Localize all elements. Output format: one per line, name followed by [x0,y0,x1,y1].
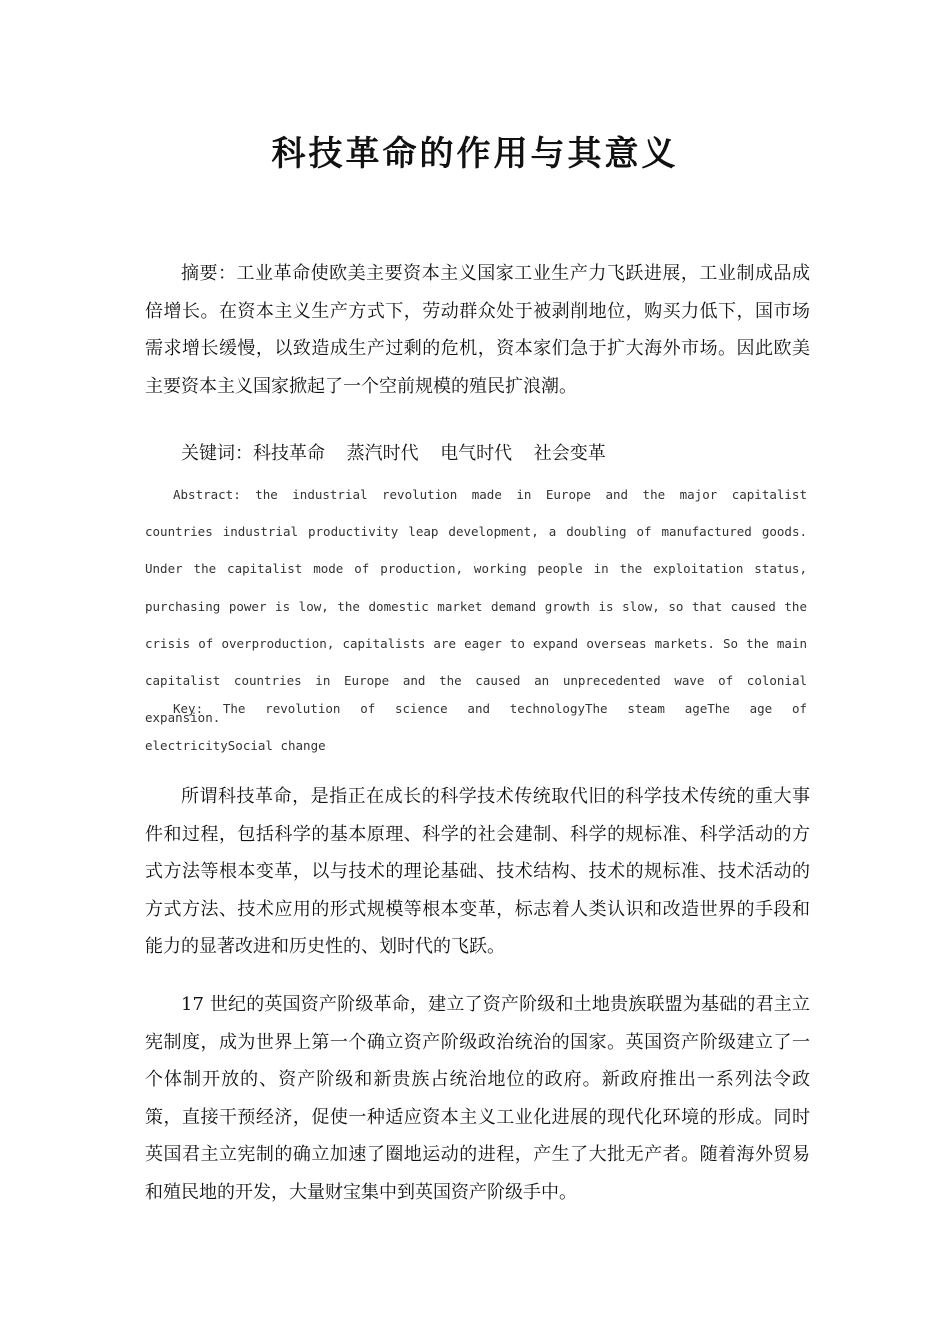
keywords-chinese [145,435,810,473]
keyword-item: 蒸汽时代 [346,443,419,464]
abstract-chinese: 摘要：工业革命使欧美主要资本主义国家工业生产力飞跃进展，工业制成品成倍增长。在资本主义生产方式下，劳动群众处于被剥削地位，购买力低下，国市场需求增长缓慢，以致造成生产过剩的危机，资本家们急于扩大海外市场。因此欧美主要资本主义国家掀起了一个空前规模的殖民扩浪潮。 [145,263,810,397]
document-title: 科技革命的作用与其意义 [271,134,679,174]
keyword-item: 电气时代 [440,443,513,464]
keywords-english: Key: The revolution of science and technologyThe steam ageThe age of electricitySocial change [145,701,807,753]
abstract-english: Abstract: the industrial revolution made in Europe and the major capitalist countries industrial productivity leap development, a doubling of manufactured goods. Under the capitalist mode of production, working people in the exploitation status, purchasing power is low, the domestic market demand growth is slow, so that caused the crisis of overproduction, capitalists are eager to expand overseas markets. So the main capitalist countries in Europe and the caused an unprecedented wave of colonial expansion. [145,487,807,726]
body-paragraph: 所谓科技革命，是指正在成长的科学技术传统取代旧的科学技术传统的重大事件和过程，包括科学的基本原理、科学的社会建制、科学的规标准、科学活动的方式方法等根本变革，以与技术的理论基础、技术结构、技术的规标准、技术活动的方式方法、技术应用的形式规模等根本变革，标志着人类认识和改造世界的手段和能力的显著改进和历史性的、划时代的飞跃。 [145,786,810,957]
keywords-label: 关键词： [181,443,253,464]
body-paragraph: 17 世纪的英国资产阶级革命，建立了资产阶级和土地贵族联盟为基础的君主立宪制度，成为世界上第一个确立资产阶级政治统治的国家。英国资产阶级建立了一个体制开放的、资产阶级和新贵族占统治地位的政府。新政府推出一系列法令政策，直接干预经济，促使一种适应资本主义工业化进展的现代化环境的形成。同时英国君主立宪制的确立加速了圈地运动的进程，产生了大批无产者。随着海外贸易和殖民地的开发，大量财宝集中到英国资产阶级手中。 [145,994,810,1203]
keyword-item: 社会变革 [533,443,606,464]
keyword-item: 科技革命 [253,443,325,464]
